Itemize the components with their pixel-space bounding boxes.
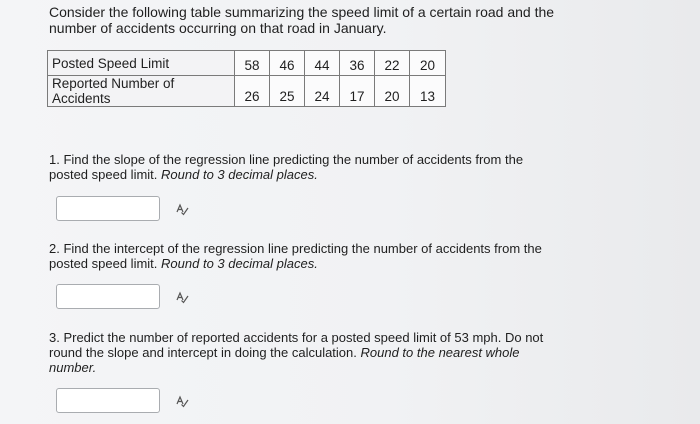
data-table — [47, 50, 446, 107]
table-cell: 20 — [375, 76, 410, 107]
row-label-speed: Posted Speed Limit — [48, 51, 235, 76]
spell-check-icon[interactable] — [175, 290, 189, 304]
table-cell: 24 — [305, 76, 340, 107]
table-row-speed — [48, 51, 446, 76]
table-row-accidents — [48, 76, 446, 107]
table-cell: 44 — [305, 51, 340, 76]
spell-check-icon[interactable] — [175, 394, 189, 408]
spell-check-icon[interactable] — [175, 202, 189, 216]
table-cell: 20 — [410, 51, 446, 76]
table-cell: 26 — [235, 76, 270, 107]
question-1-text: 1. Find the slope of the regression line predicting the number of accidents from the posted speed limit. — [49, 152, 524, 182]
intro-text: Consider the following table summarizing the speed limit of a certain road and the number of accidents occurring on that road in January. — [49, 4, 555, 36]
table-cell: 25 — [270, 76, 305, 107]
question-2 — [49, 241, 549, 271]
table-cell: 22 — [375, 51, 410, 76]
question-1 — [49, 152, 549, 182]
table-cell: 46 — [270, 51, 305, 76]
table-cell: 17 — [340, 76, 375, 107]
row-label-accidents: Reported Number of Accidents — [48, 76, 235, 107]
table-cell: 58 — [235, 51, 270, 76]
question-2-instruction: Round to 3 decimal places. — [161, 256, 318, 271]
question-2-text: 2. Find the intercept of the regression line predicting the number of accidents from the posted speed limit. — [49, 241, 542, 271]
answer-2-input[interactable] — [56, 284, 160, 309]
question-3 — [49, 330, 549, 375]
answer-3-input[interactable] — [56, 388, 160, 413]
answer-1-input[interactable] — [56, 196, 160, 221]
table-cell: 36 — [340, 51, 375, 76]
question-1-instruction: Round to 3 decimal places. — [161, 167, 318, 182]
table-cell: 13 — [410, 76, 446, 107]
question-3-text: 3. Predict the number of reported accidents for a posted speed limit of 53 mph. Do not round the slope and intercept in doing the calculation. — [49, 330, 544, 360]
question-3-instruction: Round to the nearest whole number. — [49, 345, 520, 375]
